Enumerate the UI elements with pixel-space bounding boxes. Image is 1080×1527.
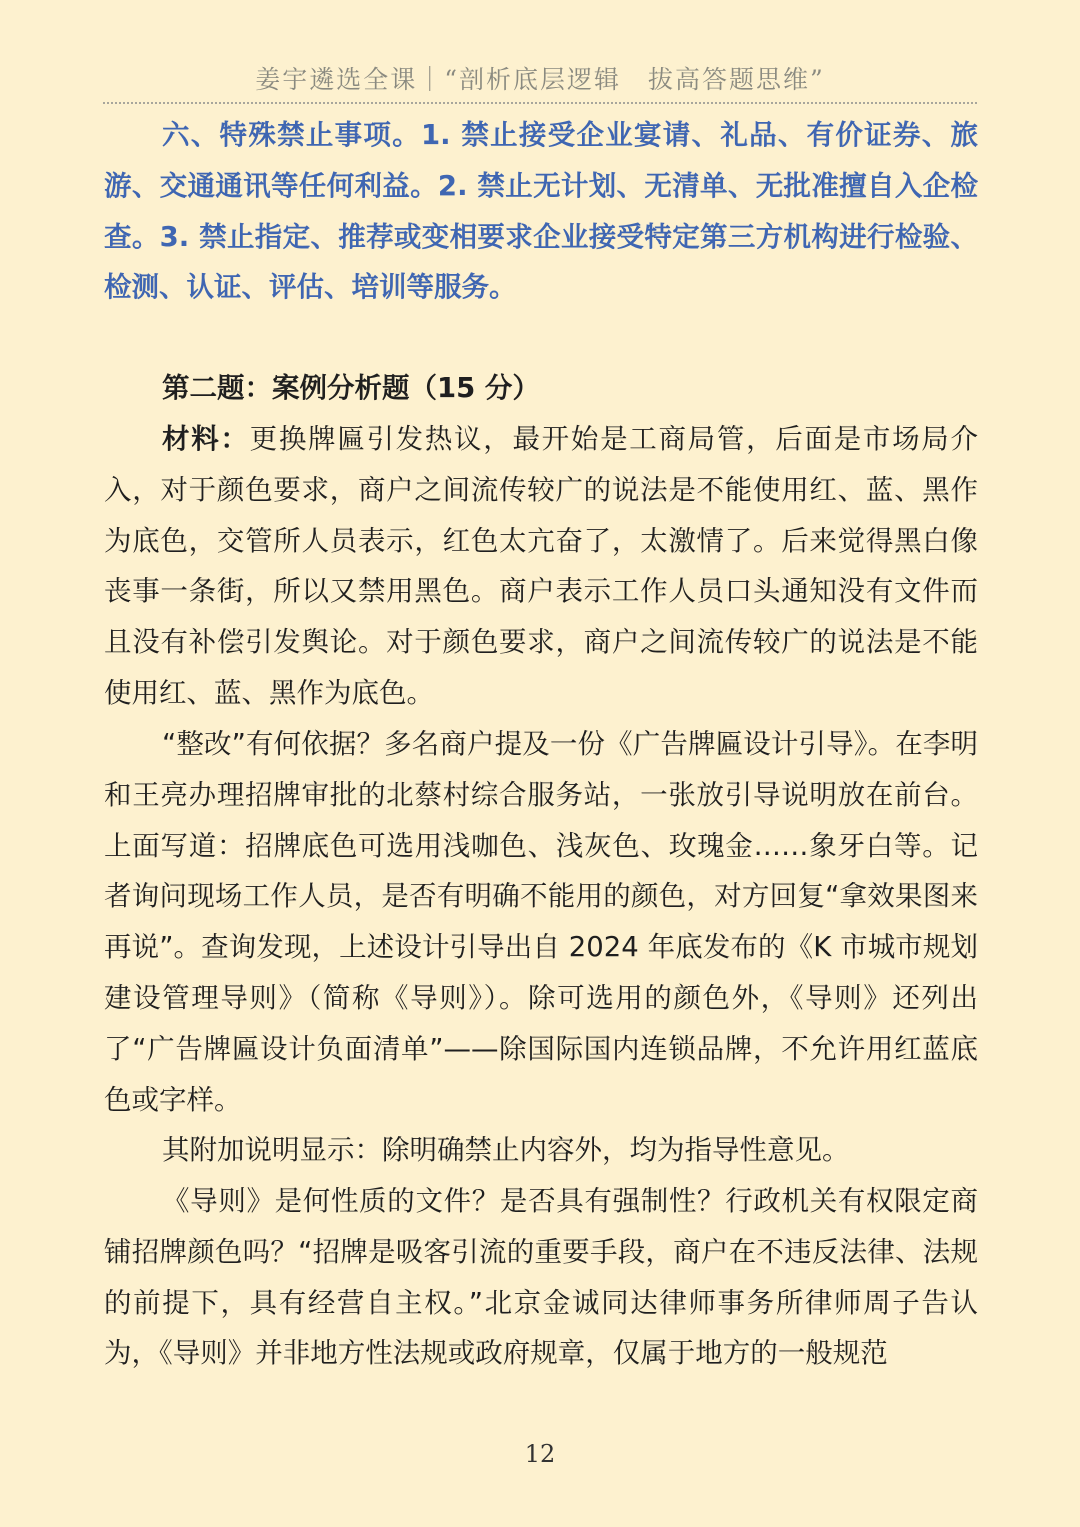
rectification-basis-paragraph: “整改”有何依据？多名商户提及一份《广告牌匾设计引导》。在李明和王亮办理招牌审批的北蔡村综合服务站，一张放引导说明放在前台。上面写道：招牌底色可选用浅咖色、浅灰色、玫瑰金……象牙白等。记者询问现场工作人员，是否有明确不能用的颜色，对方回复“拿效果图来再说”。查询发现，上述设计引导出自 2024 年底发布的《K 市城市规划建设管理导则》（简称《导则》）。除可选用的颜色外，《导则》还列出了“广告牌匾设计负面清单”——除国际国内连锁品牌，不允许用红蓝底色或字样。 — [104, 728, 978, 1116]
header-divider — [103, 102, 977, 104]
guideline-nature-paragraph: 《导则》是何性质的文件？是否具有强制性？行政机关有权限定商铺招牌颜色吗？“招牌是吸客引流的重要手段，商户在不违反法律、法规的前提下，具有经营自主权。”北京金诚同达律师事务所律师周子告认为，《导则》并非地方性法规或政府规章，仅属于地方的一般规范 — [104, 1185, 978, 1370]
question-two-title: 第二题：案例分析题（15 分） — [162, 372, 540, 404]
additional-note-paragraph: 其附加说明显示：除明确禁止内容外，均为指导性意见。 — [162, 1134, 850, 1166]
page-header: 姜宇遴选全课｜“剖析底层逻辑 拔高答题思维” — [255, 65, 825, 94]
material-label: 材料： — [162, 423, 250, 455]
page-number: 12 — [524, 1440, 556, 1468]
special-prohibitions-paragraph: 六、特殊禁止事项。1. 禁止接受企业宴请、礼品、有价证券、旅游、交通通讯等任何利益。2. 禁止无计划、无清单、无批准擅自入企检查。3. 禁止指定、推荐或变相要求企业接受特定第三方机构进行检验、检测、认证、评估、培训等服务。 — [104, 119, 978, 304]
material-text: 更换牌匾引发热议，最开始是工商局管，后面是市场局介入，对于颜色要求，商户之间流传较广的说法是不能使用红、蓝、黑作为底色，交管所人员表示，红色太亢奋了，太激情了。后来觉得黑白像丧事一条街，所以又禁用黑色。商户表示工作人员口头通知没有文件而且没有补偿引发舆论。对于颜色要求，商户之间流传较广的说法是不能使用红、蓝、黑作为底色。 — [104, 423, 979, 709]
material-paragraph — [104, 414, 978, 719]
